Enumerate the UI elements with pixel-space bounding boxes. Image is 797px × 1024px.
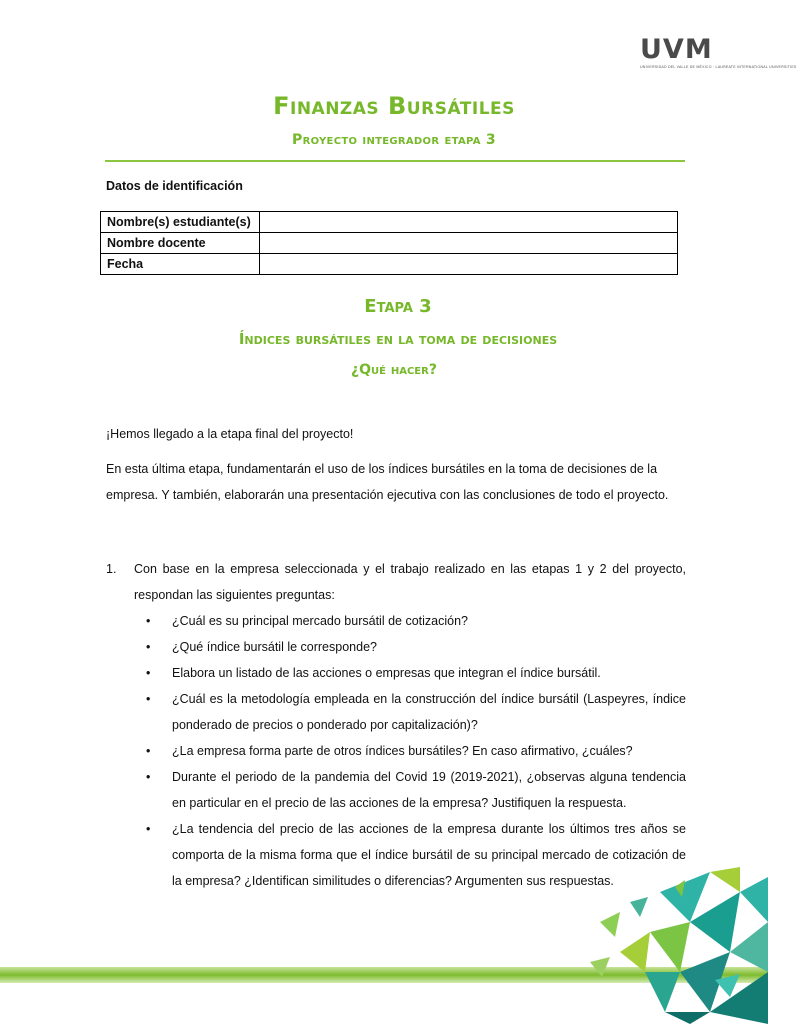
list-item-text: Durante el periodo de la pandemia del Covid 19 (2019-2021), ¿observas alguna tendencia en particular en el precio de las acciones de la empresa? Justifiquen la respuesta. — [172, 770, 686, 810]
identification-table — [100, 211, 678, 275]
bullet-icon: • — [146, 822, 151, 836]
teacher-name-field[interactable] — [260, 233, 678, 254]
student-name-field[interactable] — [260, 212, 678, 233]
table-key-cell: Nombre docente — [101, 233, 260, 254]
section-etapa: Etapa 3 — [364, 296, 432, 317]
table-key-cell: Fecha — [101, 254, 260, 275]
section-question: ¿Qué hacer? — [351, 362, 437, 378]
intro-paragraph: ¡Hemos llegado a la etapa final del proyecto! — [106, 427, 354, 441]
section-heading: Índices bursátiles en la toma de decisiones — [238, 330, 558, 348]
bullet-icon: • — [146, 744, 151, 758]
table-key-cell: Nombre(s) estudiante(s) — [101, 212, 260, 233]
list-intro: Con base en la empresa seleccionada y el trabajo realizado en las etapas 1 y 2 del proyecto, respondan las siguientes preguntas: — [134, 562, 686, 602]
list-item-text: Elabora un listado de las acciones o empresas que integran el índice bursátil. — [172, 666, 601, 680]
list-item — [146, 738, 686, 764]
list-item — [146, 660, 686, 686]
bullet-icon: • — [146, 614, 151, 628]
date-field[interactable] — [260, 254, 678, 275]
bullet-icon: • — [146, 692, 151, 706]
uvm-logo — [640, 34, 797, 69]
bullet-icon: • — [146, 640, 151, 654]
list-item — [146, 634, 686, 660]
list-number: 1. — [106, 562, 117, 576]
list-item-text: ¿Cuál es su principal mercado bursátil de cotización? — [172, 614, 468, 628]
bullet-list — [146, 608, 686, 894]
logo-text: UVM — [640, 34, 713, 65]
identification-label: Datos de identificación — [106, 179, 243, 193]
list-item-text: ¿Qué índice bursátil le corresponde? — [172, 640, 377, 654]
table-row — [101, 254, 678, 275]
description-paragraph: En esta última etapa, fundamentarán el uso de los índices bursátiles en la toma de decisiones de la empresa. Y también, elaborarán una presentación ejecutiva con las conclusiones de todo el proyecto. — [106, 462, 669, 502]
list-item — [146, 608, 686, 634]
document-subtitle: Proyecto integrador etapa 3 — [292, 132, 496, 148]
list-item-text: ¿Cuál es la metodología empleada en la construcción del índice bursátil (Laspeyres, índice ponderado de precios o ponderado por capitalización)? — [172, 692, 686, 732]
logo-subtitle: UNIVERSIDAD DEL VALLE DE MÉXICO · LAUREATE INTERNATIONAL UNIVERSITIES — [640, 65, 797, 69]
table-row — [101, 212, 678, 233]
list-item — [146, 764, 686, 816]
list-item-text: ¿La empresa forma parte de otros índices bursátiles? En caso afirmativo, ¿cuáles? — [172, 744, 633, 758]
numbered-list — [106, 556, 686, 894]
bullet-icon: • — [146, 770, 151, 784]
document-title: Finanzas Bursátiles — [273, 92, 515, 120]
list-item — [146, 686, 686, 738]
list-item-text: ¿La tendencia del precio de las acciones de la empresa durante los últimos tres años se comporta de la misma forma que el índice bursátil de su principal mercado de cotización de la empresa? ¿Identifican similitudes o diferencias? Argumenten sus respuestas. — [172, 822, 686, 888]
bullet-icon: • — [146, 666, 151, 680]
decorative-triangles-icon — [590, 862, 768, 1024]
table-row — [101, 233, 678, 254]
title-divider — [105, 160, 685, 162]
